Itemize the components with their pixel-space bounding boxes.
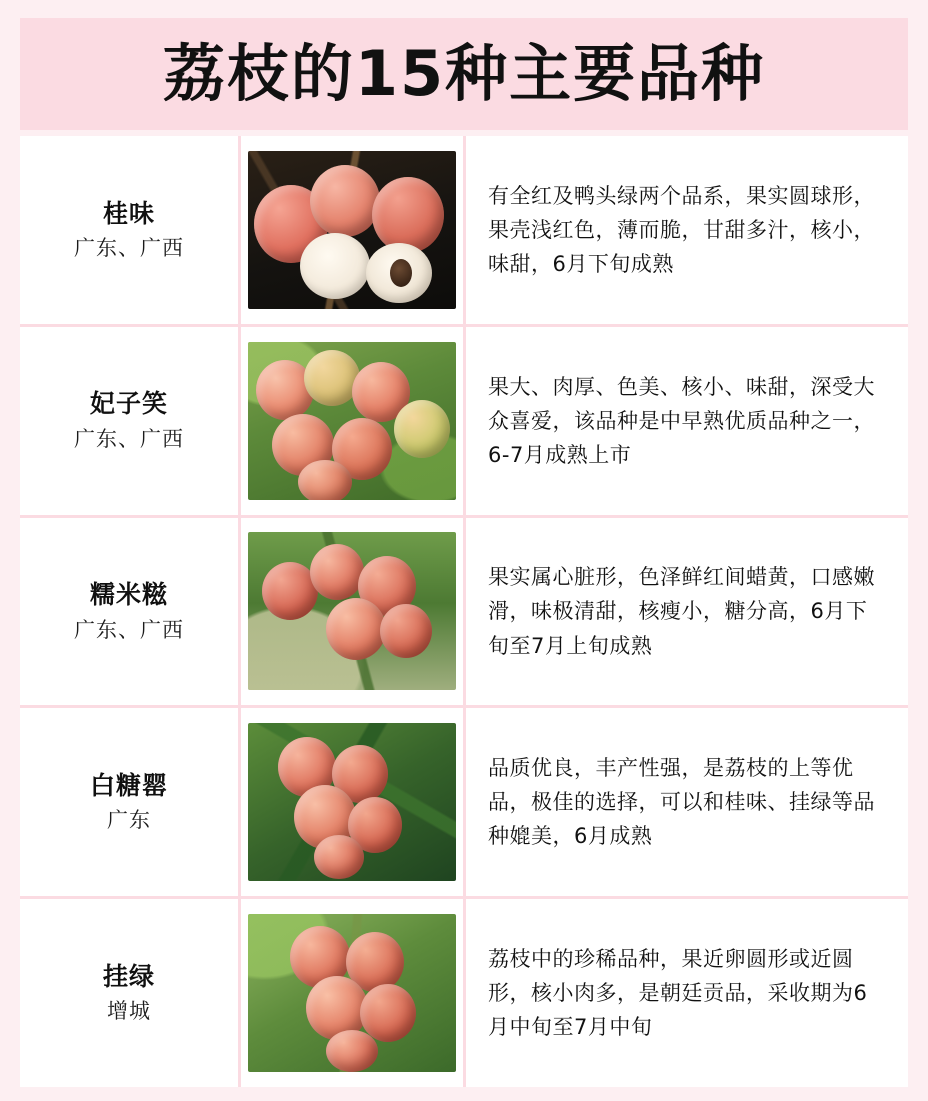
variety-name: 白糖罂 bbox=[89, 770, 168, 800]
variety-photo-cell bbox=[241, 327, 463, 515]
table-row bbox=[20, 518, 908, 709]
variety-photo-cell bbox=[241, 708, 463, 896]
variety-name-cell bbox=[20, 518, 238, 706]
table-row bbox=[20, 327, 908, 518]
table-row bbox=[20, 899, 908, 1087]
variety-name: 妃子笑 bbox=[89, 389, 168, 419]
variety-description: 荔枝中的珍稀品种，果近卵圆形或近圆形，核小肉多，是朝廷贡品，采收期为6月中旬至7月中旬 bbox=[488, 947, 868, 1040]
variety-name: 糯米糍 bbox=[89, 580, 168, 610]
lychee-nuomici-photo bbox=[248, 532, 456, 690]
table-row bbox=[20, 136, 908, 327]
variety-name: 桂味 bbox=[102, 198, 155, 228]
fruit-shape bbox=[360, 984, 416, 1042]
variety-name-cell bbox=[20, 327, 238, 515]
varieties-table bbox=[20, 136, 908, 1087]
fruit-shape bbox=[394, 400, 450, 458]
variety-description: 有全红及鸭头绿两个品系，果实圆球形，果壳浅红色，薄而脆，甘甜多汁，核小，味甜，6月下旬成熟 bbox=[488, 183, 875, 276]
variety-description-cell bbox=[466, 899, 908, 1087]
variety-name: 挂绿 bbox=[102, 961, 155, 991]
variety-photo-cell bbox=[241, 136, 463, 324]
variety-region: 广东、广西 bbox=[74, 426, 184, 451]
variety-region: 增城 bbox=[107, 999, 151, 1024]
fruit-shape bbox=[298, 460, 352, 500]
fruit-shape bbox=[314, 835, 364, 879]
variety-name-cell bbox=[20, 136, 238, 324]
variety-photo-cell bbox=[241, 899, 463, 1087]
fruit-shape bbox=[372, 177, 444, 253]
variety-region: 广东、广西 bbox=[74, 617, 184, 642]
title-banner bbox=[20, 18, 908, 130]
fruit-shape bbox=[310, 165, 380, 237]
variety-description-cell bbox=[466, 518, 908, 706]
fruit-shape bbox=[326, 1030, 378, 1072]
variety-description-cell bbox=[466, 327, 908, 515]
variety-description: 果实属心脏形，色泽鲜红间蜡黄，口感嫩滑，味极清甜，核瘦小，糖分高，6月下旬至7月上旬成熟 bbox=[488, 565, 875, 658]
lychee-guilv-photo bbox=[248, 914, 456, 1072]
lychee-guiwei-photo bbox=[248, 151, 456, 309]
variety-name-cell bbox=[20, 708, 238, 896]
variety-description: 品质优良，丰产性强，是荔枝的上等优品，极佳的选择，可以和桂味、挂绿等品种媲美，6月成熟 bbox=[488, 756, 875, 849]
variety-description-cell bbox=[466, 136, 908, 324]
variety-region: 广东 bbox=[107, 808, 151, 833]
fruit-flesh-shape bbox=[300, 233, 370, 299]
seed-shape bbox=[390, 259, 412, 287]
variety-region: 广东、广西 bbox=[74, 236, 184, 261]
variety-description: 果大、肉厚、色美、核小、味甜，深受大众喜爱，该品种是中早熟优质品种之一，6-7月成熟上市 bbox=[488, 374, 875, 467]
variety-name-cell bbox=[20, 899, 238, 1087]
lychee-baitangying-photo bbox=[248, 723, 456, 881]
variety-description-cell bbox=[466, 708, 908, 896]
table-row bbox=[20, 708, 908, 899]
variety-photo-cell bbox=[241, 518, 463, 706]
lychee-feizixiao-photo bbox=[248, 342, 456, 500]
page-title: 荔枝的15种主要品种 bbox=[162, 37, 766, 110]
